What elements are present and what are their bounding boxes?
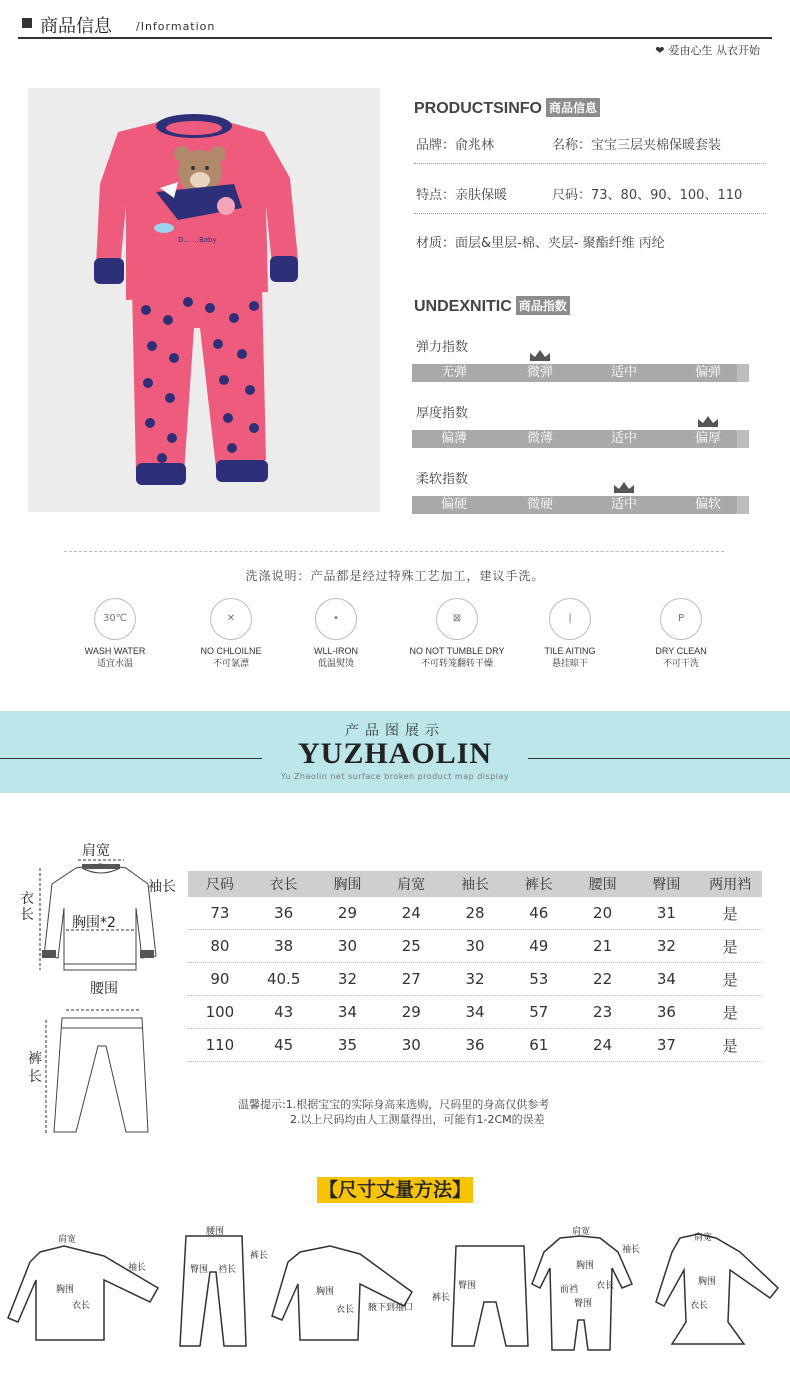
size-diagram [20,838,188,1138]
table-cell: 20 [593,904,613,922]
wash-label-en: WASH WATER [84,646,146,656]
info-feature: 特点：亲肤保暖 [416,188,508,203]
table-cell: 35 [337,1036,357,1054]
m5-length: 衣长 [596,1281,615,1291]
m5-rise: 前裆 [560,1285,579,1295]
table-header-cell: 袖长 [461,877,490,893]
wash-symbol: ⊠ [452,613,462,624]
iron-icon [315,598,357,640]
m4-pants: 裤长 [432,1293,451,1303]
wash-label-en: NO CHLOILNE [200,646,262,656]
table-row [188,963,762,996]
table-header-cell: 尺码 [205,877,234,893]
wash-item [515,598,625,669]
wash-note: 洗涤说明：产品都是经过特殊工艺加工，建议手洗。 [245,569,545,583]
index-bar [412,364,749,382]
index-option: 适中 [610,497,637,512]
wash-symbol: P [677,613,685,624]
measure-outlines [0,1222,790,1372]
table-header-cell: 裤长 [524,877,553,893]
slogan-text: 爱由心生 从衣开始 [668,44,760,57]
index-heading [414,296,570,316]
table-cell: 21 [593,937,613,955]
info-size: 尺码：73、80、90、100、110 [552,188,743,203]
index-heading-en: UNDEXNITIC [414,298,512,315]
table-header-cell: 胸围 [333,877,362,893]
table-cell: 40.5 [266,970,301,988]
index-option: 微硬 [526,497,553,512]
product-photo [28,88,380,512]
info-brand: 品牌：俞兆林 [416,138,495,153]
m2-hip: 臀围 [190,1265,209,1275]
wash-label-en: NO NOT TUMBLE DRY [409,646,505,656]
index-option: 偏厚 [694,431,721,446]
wash-label-cn: 低温熨烫 [317,659,354,669]
m5-hip: 臀围 [574,1299,593,1309]
wash-label-cn: 不可干洗 [662,659,699,669]
wash-label-cn: 不可氯漂 [212,659,249,669]
header-square-icon [22,18,32,28]
info-heading [414,98,600,118]
table-header-cell: 两用裆 [709,877,752,893]
table-cell: 是 [722,970,738,989]
index-option: 偏软 [694,497,721,512]
wash-water-icon [94,598,136,640]
table-cell: 100 [205,1003,235,1021]
table-cell: 36 [274,904,294,922]
page-subtitle: /Information [136,20,216,33]
index-label: 柔软指数 [416,472,469,487]
index-option: 微弹 [526,365,553,380]
table-cell: 29 [401,1003,421,1021]
table-cell: 45 [274,1036,294,1054]
info-heading-badge: 商品信息 [546,98,600,117]
table-cell: 27 [401,970,421,988]
table-header-row [188,871,762,897]
index-option: 无弹 [440,365,467,380]
m2-waist: 腰围 [206,1227,225,1237]
no-dry-clean-icon [660,598,702,640]
index-bar-end [737,496,749,514]
wash-item [402,598,512,669]
table-cell: 34 [465,1003,485,1021]
table-cell: 是 [722,937,738,956]
banner-title-cn: 产品图展示 [345,723,445,739]
tip-line-2: 2.以上尺码均由人工测量得出，可能有1-2CM的误差 [290,1113,545,1126]
table-cell: 25 [401,937,421,955]
wash-label-en: DRY CLEAN [655,646,707,656]
wash-label-cn: 悬挂晾干 [551,659,588,669]
index-bar-end [737,364,749,382]
wash-symbol: 30℃ [103,613,127,624]
no-bleach-icon [210,598,252,640]
table-cell: 90 [210,970,230,988]
wash-item [60,598,170,669]
table-cell: 30 [401,1036,421,1054]
table-header-cell: 肩宽 [397,877,426,893]
hang-dry-icon [549,598,591,640]
label-length-a: 衣 [20,891,34,907]
table-cell: 30 [465,937,485,955]
table-cell: 32 [656,937,676,955]
table-cell: 34 [656,970,676,988]
index-option: 适中 [610,431,637,446]
index-option: 偏弹 [694,365,721,380]
table-cell: 24 [401,904,421,922]
pajama-illustration [28,88,380,512]
wash-label-cn: 适宜水温 [96,659,133,669]
m6-chest: 胸围 [698,1277,717,1287]
label-length-b: 长 [20,907,34,923]
table-cell: 38 [274,937,294,955]
wash-divider [64,551,724,552]
m3-length: 衣长 [336,1305,355,1315]
table-cell: 57 [529,1003,549,1021]
wash-item [626,598,736,669]
index-label: 弹力指数 [416,340,469,355]
index-bar-end [737,430,749,448]
svg-text:D... ...Baby: D... ...Baby [178,236,217,244]
index-label: 厚度指数 [416,406,469,421]
index-option: 偏薄 [440,431,467,446]
wash-symbol: • [333,613,339,624]
header-divider [18,37,772,39]
size-table [188,871,762,1062]
table-cell: 73 [210,904,230,922]
table-cell: 46 [529,904,549,922]
table-cell: 36 [656,1003,676,1021]
m3-sleeve-hem: 腋下到袖口 [368,1303,414,1313]
info-heading-en: PRODUCTSINFO [414,100,542,117]
table-cell: 37 [656,1036,676,1054]
m5-shoulder: 肩宽 [572,1227,591,1237]
m2-pants: 裤长 [250,1251,269,1261]
table-cell: 24 [593,1036,613,1054]
measure-title [0,1175,790,1202]
m1-sleeve: 袖长 [128,1263,147,1273]
measure-title-text: 【尺寸丈量方法】 [318,1179,471,1201]
table-cell: 80 [210,937,230,955]
index-option: 适中 [610,365,637,380]
crown-icon [696,415,720,429]
label-shoulder: 肩宽 [82,843,110,859]
banner-subtitle-en: Yu Zhaolin net surface broken product map display [280,772,510,781]
table-cell: 23 [593,1003,613,1021]
m1-chest: 胸围 [56,1285,75,1295]
table-header-cell: 臀围 [652,877,681,893]
table-cell: 110 [205,1036,235,1054]
table-cell: 36 [465,1036,485,1054]
table-cell: 34 [337,1003,357,1021]
wash-symbol: ✕ [226,613,236,624]
label-waist: 腰围 [90,981,118,997]
table-cell: 是 [722,1036,738,1055]
m2-rise: 裆长 [218,1265,237,1275]
wash-label-en: TILE AITING [544,646,596,656]
index-option: 微薄 [526,431,553,446]
wash-symbol: | [568,613,572,624]
table-cell: 53 [529,970,549,988]
table-cell: 22 [593,970,613,988]
info-divider [414,163,766,164]
m6-shoulder: 肩宽 [694,1233,713,1243]
wash-label-cn: 不可转笼翻转干燥 [420,659,493,669]
label-pants-a: 裤 [28,1051,42,1067]
page-title: 商品信息 [40,16,112,37]
m3-chest: 胸围 [316,1287,335,1297]
table-cell: 61 [529,1036,549,1054]
label-sleeve: 袖长 [148,879,176,895]
label-pants-b: 长 [28,1069,42,1085]
table-cell: 30 [337,937,357,955]
crown-icon [612,481,636,495]
index-bar [412,496,749,514]
table-cell: 31 [656,904,676,922]
table-cell: 32 [465,970,485,988]
table-row [188,897,762,930]
info-name: 名称：宝宝三层夹棉保暖套装 [552,138,722,153]
table-cell: 43 [274,1003,294,1021]
wash-label-en: WLL-IRON [313,646,358,656]
m4-hip: 臀围 [458,1281,477,1291]
index-bar [412,430,749,448]
index-heading-badge: 商品指数 [516,296,570,315]
info-divider [414,213,766,214]
crown-icon [528,349,552,363]
m1-length: 衣长 [72,1301,91,1311]
table-cell: 是 [722,1003,738,1022]
index-option: 偏硬 [440,497,467,512]
table-cell: 29 [337,904,357,922]
table-row [188,930,762,963]
measure-diagrams [0,1222,790,1372]
slogan [655,42,760,58]
no-tumble-dry-icon [436,598,478,640]
table-header-cell: 腰围 [588,877,617,893]
table-cell: 49 [529,937,549,955]
m5-sleeve: 袖长 [622,1245,641,1255]
table-row [188,996,762,1029]
wash-item [176,598,286,669]
table-header-cell: 衣长 [269,877,298,893]
banner-brand: YUZHAOLIN [297,737,493,770]
label-chest: 胸围*2 [72,915,116,931]
table-cell: 32 [337,970,357,988]
table-cell: 是 [722,904,738,923]
table-row [188,1029,762,1062]
tip-line-1: 温馨提示:1.根据宝宝的实际身高来选购，尺码里的身高仅供参考 [238,1098,550,1111]
table-cell: 28 [465,904,485,922]
m1-shoulder: 肩宽 [58,1235,77,1245]
m5-chest: 胸围 [576,1261,595,1271]
heart-icon: ❤ [655,44,665,57]
m6-length: 衣长 [690,1301,709,1311]
wash-item [281,598,391,669]
info-material: 材质：面层&里层-棉、夹层- 聚酯纤维 丙纶 [416,236,665,251]
